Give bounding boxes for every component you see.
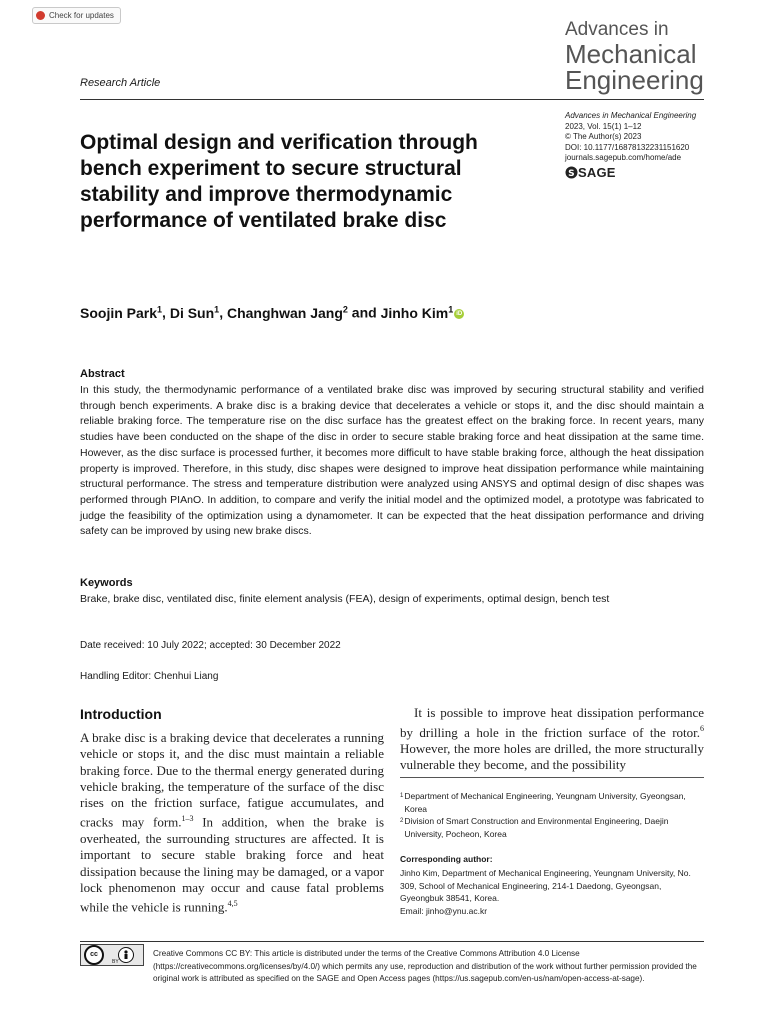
author-list: Soojin Park$^1$, Di Sun$^1$, Changhwan Jang$^2$ and Jinho Kim$^1$ iD	[80, 304, 463, 321]
corresponding-email[interactable]: Email: jinho@ynu.ac.kr	[400, 905, 488, 916]
affiliation-item: 2 Division of Smart Construction and Environmental Engineering, Daejin University, Pocheon, Korea	[400, 816, 669, 839]
author[interactable]: Jinho Kim$^1$	[380, 304, 454, 321]
corresponding-author	[400, 867, 704, 917]
keywords-heading: Keywords	[80, 577, 133, 589]
meta-copyright: © The Author(s) 2023	[565, 132, 642, 141]
meta-doi[interactable]: DOI: 10.1177/16878132231151620	[565, 142, 690, 152]
meta-url[interactable]: journals.sagepub.com/home/ade	[565, 153, 682, 162]
article-meta	[565, 111, 696, 164]
citation-ref[interactable]: 4,5	[227, 899, 238, 909]
journal-line-2: Mechanical	[565, 39, 697, 69]
author[interactable]: Di Sun$^1$	[169, 304, 220, 321]
updates-icon	[36, 11, 45, 20]
affiliations	[400, 790, 704, 840]
author[interactable]: Soojin Park$^1$	[80, 304, 163, 321]
journal-line-1: Advances in	[565, 19, 669, 40]
meta-journal: Advances in Mechanical Engineering	[565, 111, 697, 120]
sage-label: SAGE	[578, 165, 616, 180]
citation-ref[interactable]: 1–3	[181, 814, 194, 824]
by-label: BY	[112, 959, 119, 965]
journal-line-3: Engineering	[565, 65, 704, 95]
sage-s-icon	[565, 166, 578, 179]
check-for-updates-label: Check for updates	[49, 11, 114, 20]
check-for-updates-button[interactable]	[32, 7, 121, 24]
journal-logo	[565, 20, 704, 94]
sage-logo	[565, 165, 616, 180]
orcid-icon[interactable]: iD	[456, 310, 463, 317]
citation-ref[interactable]: 6	[700, 724, 704, 734]
abstract-heading: Abstract	[80, 368, 125, 380]
license-divider	[80, 941, 704, 942]
author[interactable]: Changhwan Jang$^2$	[226, 304, 348, 321]
meta-volume: 2023, Vol. 15(1) 1–12	[565, 121, 642, 131]
paper-title: Optimal design and verification through bench experiment to secure structural stability and improve thermodynamic performance of ventilated brake disc	[80, 131, 478, 232]
handling-editor: Handling Editor: Chenhui Liang	[80, 671, 219, 682]
introduction-heading: Introduction	[80, 706, 162, 722]
footnote-divider	[400, 777, 704, 778]
intro-column-2: It is possible to improve heat dissipation performance by drilling a hole in the friction surface of the rotor.$^6$ However, the more holes are drilled, the more structurally vulnerable they become, and the possibility	[400, 705, 704, 773]
affiliation-item: 1 Department of Mechanical Engineering, Yeungnam University, Gyeongsan, Korea	[400, 791, 686, 814]
received-dates: Date received: 10 July 2022; accepted: 30 December 2022	[80, 640, 341, 651]
svg-text:S: S	[568, 169, 575, 179]
keywords-text: Brake, brake disc, ventilated disc, finite element analysis (FEA), design of experiments, optimal design, bench test	[80, 593, 610, 605]
cc-icon: cc	[84, 945, 104, 965]
license-text: Creative Commons CC BY: This article is distributed under the terms of the Creative Commons Attribution 4.0 License (https://creativecommons.org/licenses/by/4.0/) which permits any use, reproduction and distribution of the work without further permission provided the original work is attributed as specified on the SAGE and Open Access pages (https://us.sagepub.com/en-us/nam/open-access-at-sage).	[153, 949, 697, 983]
abstract-text: In this study, the thermodynamic performance of a ventilated brake disc was improved by securing structural stability and verified through bench experiments. A brake disc is a braking device that decelerates a vehicle or stops it, and the disc should maintain a reliable braking force. The temperature rise on the disc surface has the greatest effect on the braking force. In recent years, many studies have been conducted on the shape of the disc in order to secure stable braking force and heat dissipation at the same time. However, as the disc surface is processed further, it becomes more difficult to have stable braking force, although the heat dissipation property is improved. Therefore, in this study, disc shapes were designed to improve heat dissipation performance while maintaining structural performance. The stress and temperature distribution were analyzed using ANSYS and optimal design of disc shapes was performed through PIAnO. In addition, to compare and verify the initial model and the optimized model, a prototype was fabricated to judge the feasibility of the optimization using a dynamometer. It can be expected that the heat dissipation performance and driving safety can be improved by using new brake discs.	[80, 384, 704, 538]
corresponding-heading: Corresponding author:	[400, 854, 493, 864]
corresponding-address: Jinho Kim, Department of Mechanical Engineering, Yeungnam University, No. 309, School of Mechanical Engineering, 214-1 Daedong, Gyeongsan, Gyeongbuk 38541, Korea.	[400, 868, 691, 903]
intro-column-1: A brake disc is a braking device that decelerates a running vehicle or stops it, and the disc must maintain a reliable braking force. Due to the thermal energy generated during vehicle braking, the temperature of the surface of the disc rises on the friction surface, fatigue accumulates, and cracks may form.$^{1-3}$ In addition, when the brake is overheated, the surrounding structures are affected. It is important to secure stable braking force and heat dissipation because the lining may be damaged, or a vapor lock phenomenon may occur and cause fatal problems while the vehicle is running.$^{4,5}$	[80, 730, 384, 915]
header-divider	[80, 99, 704, 100]
article-type: Research Article	[80, 77, 161, 89]
